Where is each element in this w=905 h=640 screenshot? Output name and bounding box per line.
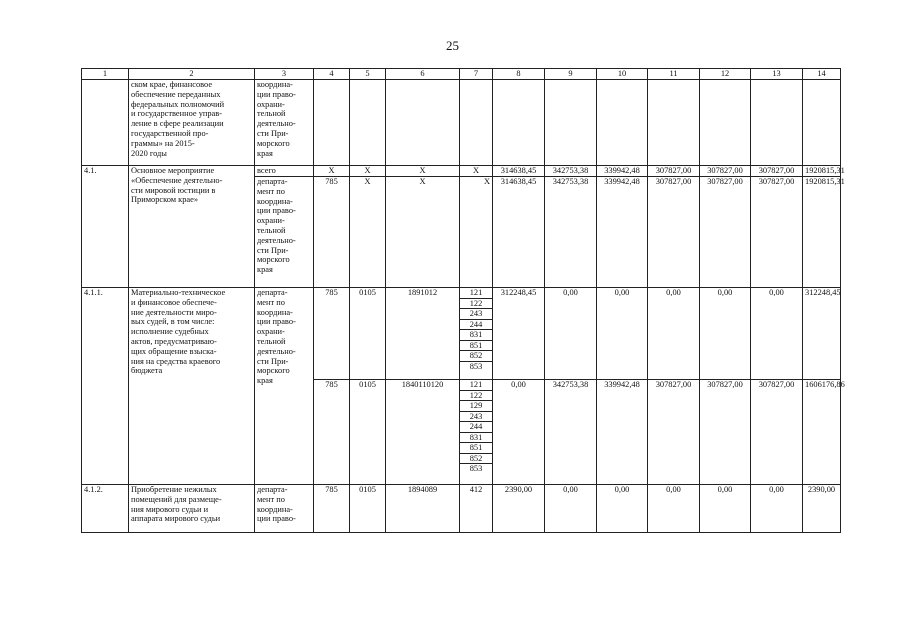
cell: 0,00 bbox=[751, 288, 803, 380]
kvr-code: 129 bbox=[460, 401, 492, 412]
cell: 307827,00 bbox=[751, 166, 803, 177]
cell: 0,00 bbox=[751, 485, 803, 533]
cell: 785 bbox=[314, 485, 350, 533]
item-name: Приобретение нежилых помещений для размеще- ния мирового судьи и аппарата мирового судьи bbox=[129, 485, 255, 533]
kvr-code: 243 bbox=[460, 309, 492, 320]
cell: X bbox=[460, 177, 493, 288]
cell: 342753,38 bbox=[545, 166, 597, 177]
col-header: 4 bbox=[314, 69, 350, 80]
cell: 312248,45 bbox=[803, 288, 841, 380]
cell: 0,00 bbox=[700, 288, 751, 380]
cell: 2390,00 bbox=[493, 485, 545, 533]
cell bbox=[648, 80, 700, 166]
cell: 307827,00 bbox=[648, 166, 700, 177]
cell: 342753,38 bbox=[545, 177, 597, 288]
col-header: 10 bbox=[597, 69, 648, 80]
col-header: 8 bbox=[493, 69, 545, 80]
cell: 785 bbox=[314, 288, 350, 380]
page-number: 25 bbox=[446, 38, 459, 53]
cell: 307827,00 bbox=[700, 380, 751, 485]
kvr-code: 851 bbox=[460, 341, 492, 352]
cell bbox=[700, 80, 751, 166]
cell: 314638,45 bbox=[493, 177, 545, 288]
cell: X bbox=[460, 166, 493, 177]
cell: 0,00 bbox=[597, 485, 648, 533]
kvr-code: 121 bbox=[460, 380, 492, 391]
kvr-code: 853 bbox=[469, 361, 483, 371]
table-row bbox=[82, 485, 841, 533]
kvr-code: 121 bbox=[460, 288, 492, 299]
cell: 1920815,31 bbox=[803, 166, 841, 177]
cell: 1840110120 bbox=[386, 380, 460, 485]
cell: 307827,00 bbox=[700, 166, 751, 177]
kvr-code: 122 bbox=[460, 299, 492, 310]
executor: всего bbox=[255, 166, 314, 177]
cell bbox=[597, 80, 648, 166]
cell: 0,00 bbox=[545, 485, 597, 533]
kvr-code: 831 bbox=[460, 330, 492, 341]
cell: 1606176,86 bbox=[803, 380, 841, 485]
cell bbox=[314, 80, 350, 166]
cell: 0,00 bbox=[493, 380, 545, 485]
header-row bbox=[82, 69, 841, 80]
cell: 1891012 bbox=[386, 288, 460, 380]
cell: 339942,48 bbox=[597, 177, 648, 288]
col-header: 3 bbox=[255, 69, 314, 80]
col-header: 9 bbox=[545, 69, 597, 80]
item-number: 4.1.1. bbox=[82, 288, 129, 485]
table-row bbox=[82, 80, 841, 166]
cell bbox=[386, 80, 460, 166]
executor: департа- мент по координа- ции право- bbox=[255, 485, 314, 533]
col-header: 1 bbox=[82, 69, 129, 80]
col-header: 12 bbox=[700, 69, 751, 80]
col-header: 5 bbox=[350, 69, 386, 80]
cell: 0,00 bbox=[597, 288, 648, 380]
cell: 1894089 bbox=[386, 485, 460, 533]
cell: 0,00 bbox=[700, 485, 751, 533]
cell: 0,00 bbox=[648, 288, 700, 380]
cell: 2390,00 bbox=[803, 485, 841, 533]
cell: X bbox=[350, 177, 386, 288]
item-name: Материально-техническое и финансовое обеспече- ние деятельности миро- вых судей, в том числе: исполнение судебных актов, предусматриваю- щих обращение взыска- ния на средства краевого бюджета bbox=[129, 288, 255, 485]
cell: 1920815,31 bbox=[803, 177, 841, 288]
col-header: 2 bbox=[129, 69, 255, 80]
cell: 0105 bbox=[350, 288, 386, 380]
cell bbox=[751, 80, 803, 166]
kvr-code: 852 bbox=[460, 351, 492, 362]
col-header: 13 bbox=[751, 69, 803, 80]
col-header: 7 bbox=[460, 69, 493, 80]
cell bbox=[545, 80, 597, 166]
table-row bbox=[82, 288, 841, 380]
cell: 0105 bbox=[350, 485, 386, 533]
cell: X bbox=[350, 166, 386, 177]
item-name: Основное мероприятие «Обеспечение деятельно- сти мировой юстиции в Приморском крае» bbox=[129, 166, 255, 288]
cell: 307827,00 bbox=[751, 177, 803, 288]
cell: X bbox=[386, 166, 460, 177]
kvr-code: 244 bbox=[460, 422, 492, 433]
kvr-code: 851 bbox=[460, 443, 492, 454]
kvr-code: 244 bbox=[460, 320, 492, 331]
cell bbox=[350, 80, 386, 166]
cell: 307827,00 bbox=[700, 177, 751, 288]
item-number: 4.1.2. bbox=[82, 485, 129, 533]
cell: 0,00 bbox=[648, 485, 700, 533]
cell: 339942,48 bbox=[597, 380, 648, 485]
cell: 314638,45 bbox=[493, 166, 545, 177]
cell: 412 bbox=[460, 485, 493, 533]
col-header: 14 bbox=[803, 69, 841, 80]
cell: 0,00 bbox=[545, 288, 597, 380]
budget-table bbox=[81, 68, 845, 533]
cell: 339942,48 bbox=[597, 166, 648, 177]
cell bbox=[803, 80, 841, 166]
kvr-code: 243 bbox=[460, 412, 492, 423]
kvr-code: 853 bbox=[469, 464, 483, 473]
item-number: 4.1. bbox=[82, 166, 129, 288]
cell bbox=[460, 80, 493, 166]
cell: 307827,00 bbox=[648, 177, 700, 288]
kvr-list bbox=[460, 288, 493, 380]
cell: 0105 bbox=[350, 380, 386, 485]
cell: X bbox=[386, 177, 460, 288]
cell bbox=[82, 80, 129, 166]
col-header: 6 bbox=[386, 69, 460, 80]
table-row bbox=[82, 166, 841, 177]
executor: департа- мент по координа- ции право- охрани- тельной деятельно- сти При- морского края bbox=[255, 288, 314, 485]
cell: 342753,38 bbox=[545, 380, 597, 485]
kvr-code: 831 bbox=[460, 433, 492, 444]
cell: X bbox=[314, 166, 350, 177]
item-name: ском крае, финансовое обеспечение переданных федеральных полномочий и государственное управ- ление в сфере реализации государственной про- граммы» на 2015- 2020 годы bbox=[129, 80, 255, 166]
kvr-code: 122 bbox=[460, 391, 492, 402]
cell: 785 bbox=[314, 177, 350, 288]
cell: 785 bbox=[314, 380, 350, 485]
kvr-list bbox=[460, 380, 493, 485]
cell bbox=[493, 80, 545, 166]
kvr-code: 852 bbox=[460, 454, 492, 465]
cell: 312248,45 bbox=[493, 288, 545, 380]
col-header: 11 bbox=[648, 69, 700, 80]
executor: департа- мент по координа- ции право- охрани- тельной деятельно- сти При- морского края bbox=[255, 177, 314, 288]
executor: координа- ции право- охрани- тельной деятельно- сти При- морского края bbox=[255, 80, 314, 166]
cell: 307827,00 bbox=[751, 380, 803, 485]
cell: 307827,00 bbox=[648, 380, 700, 485]
